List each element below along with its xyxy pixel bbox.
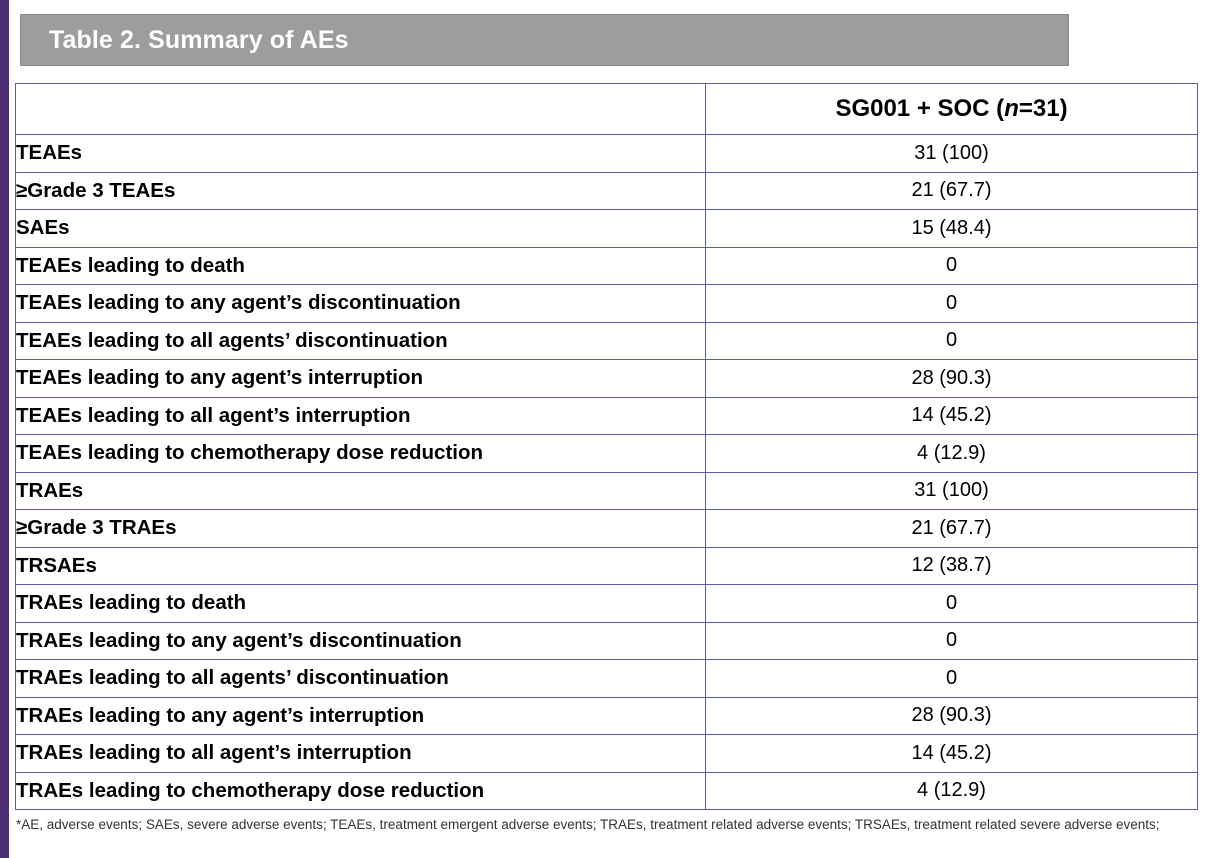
column-header-value-suffix: =31) [1018,95,1068,122]
table-row [16,772,1198,810]
row-value: 21 (67.7) [706,510,1198,548]
table-row [16,210,1198,248]
row-label: TRAEs leading to chemotherapy dose reduction [16,772,706,810]
row-value: 0 [706,322,1198,360]
row-label: ≥Grade 3 TEAEs [16,172,706,210]
table-body [16,135,1198,810]
row-label: TRAEs leading to all agents’ discontinuation [16,660,706,698]
row-value: 0 [706,622,1198,660]
row-label: TEAEs leading to any agent’s discontinuation [16,285,706,323]
table-header-row [16,84,1198,135]
left-accent-bar [0,0,9,858]
column-header-value-prefix: SG001 + SOC ( [835,95,1005,122]
table-row [16,547,1198,585]
table-row [16,585,1198,623]
row-label: TRAEs leading to all agent’s interruption [16,735,706,773]
row-label: TRAEs [16,472,706,510]
table-header [16,84,1198,135]
row-label: TEAEs leading to all agents’ discontinuation [16,322,706,360]
row-value: 14 (45.2) [706,735,1198,773]
row-value: 31 (100) [706,135,1198,173]
row-value: 4 (12.9) [706,435,1198,473]
row-label: SAEs [16,210,706,248]
row-label: TEAEs leading to all agent’s interruption [16,397,706,435]
table-row [16,247,1198,285]
table-row [16,172,1198,210]
table-footnote: *AE, adverse events; SAEs, severe adverse events; TEAEs, treatment emergent adverse events; TRAEs, treatment related adverse events; TRSAEs, treatment related severe adverse events; [16,817,1160,832]
column-header-value [706,84,1198,135]
row-value: 0 [706,247,1198,285]
row-label: TRAEs leading to any agent’s discontinuation [16,622,706,660]
row-value: 14 (45.2) [706,397,1198,435]
table-row [16,360,1198,398]
table-row [16,510,1198,548]
row-label: TRSAEs [16,547,706,585]
row-label: TEAEs [16,135,706,173]
table-row [16,697,1198,735]
row-label: TRAEs leading to death [16,585,706,623]
page-title: Table 2. Summary of AEs [49,25,349,54]
table-row [16,660,1198,698]
table-title-bar [20,14,1069,66]
table-row [16,622,1198,660]
row-label: TEAEs leading to death [16,247,706,285]
row-value: 4 (12.9) [706,772,1198,810]
table-row [16,435,1198,473]
row-value: 0 [706,585,1198,623]
row-value: 28 (90.3) [706,697,1198,735]
table-row [16,285,1198,323]
row-label: ≥Grade 3 TRAEs [16,510,706,548]
row-label: TEAEs leading to any agent’s interruption [16,360,706,398]
table-row [16,322,1198,360]
table-row [16,397,1198,435]
row-value: 15 (48.4) [706,210,1198,248]
column-header-label [16,84,706,135]
row-value: 0 [706,660,1198,698]
table-row [16,472,1198,510]
table-row [16,735,1198,773]
summary-of-aes-table [15,83,1198,810]
table-row [16,135,1198,173]
row-value: 28 (90.3) [706,360,1198,398]
column-header-value-italic: n [1004,95,1019,122]
row-value: 12 (38.7) [706,547,1198,585]
row-label: TRAEs leading to any agent’s interruption [16,697,706,735]
row-value: 0 [706,285,1198,323]
row-label: TEAEs leading to chemotherapy dose reduction [16,435,706,473]
row-value: 21 (67.7) [706,172,1198,210]
row-value: 31 (100) [706,472,1198,510]
